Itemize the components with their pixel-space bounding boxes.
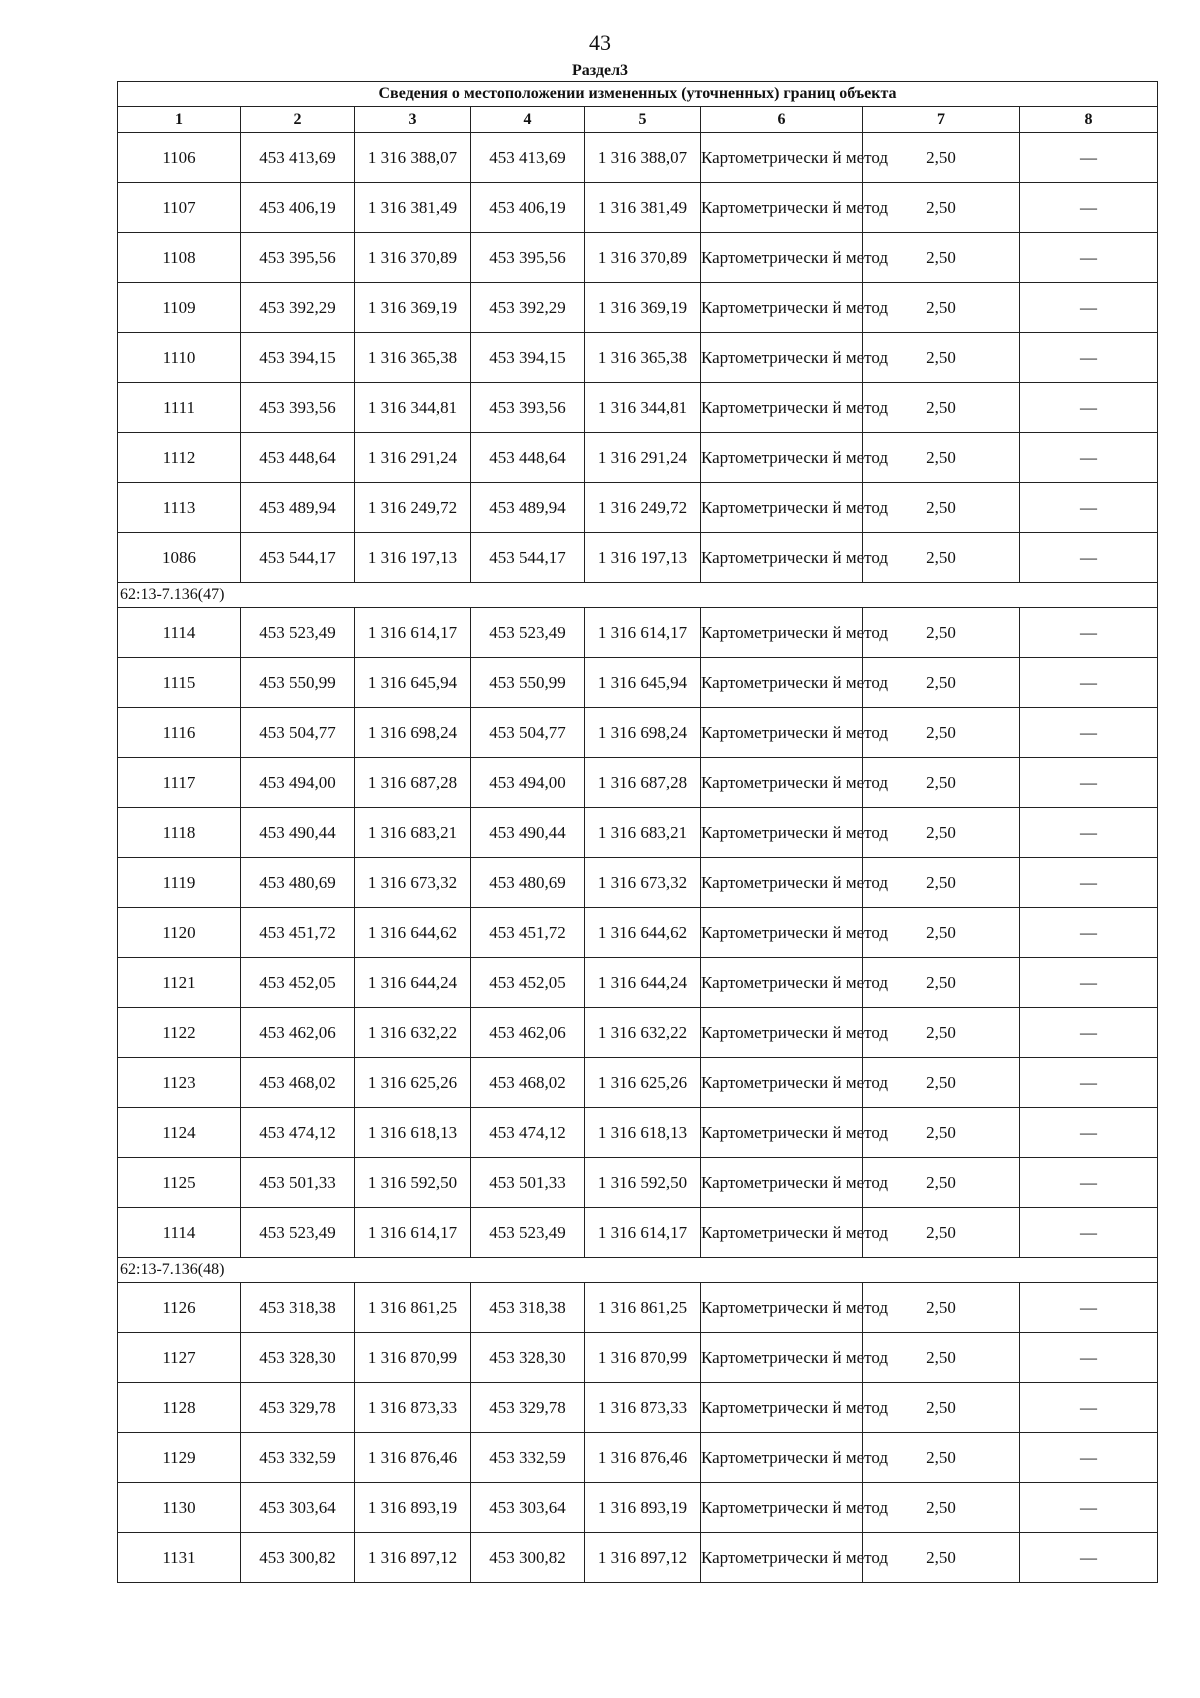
point-number-cell: 1118 [118, 808, 241, 858]
table-row [118, 283, 1158, 333]
point-number-cell: 1122 [118, 1008, 241, 1058]
y-coordinate-cell: 1 316 592,50 [355, 1158, 471, 1208]
x-coordinate-cell: 453 474,12 [471, 1108, 585, 1158]
method-cell: Картометрически й метод [701, 283, 863, 333]
point-number-cell: 1117 [118, 758, 241, 808]
y-coordinate-cell: 1 316 861,25 [585, 1283, 701, 1333]
y-coordinate-cell: 1 316 632,22 [355, 1008, 471, 1058]
x-coordinate-cell: 453 332,59 [471, 1433, 585, 1483]
x-coordinate-cell: 453 395,56 [241, 233, 355, 283]
description-cell: — [1020, 183, 1158, 233]
group-header-row [118, 1258, 1158, 1283]
x-coordinate-cell: 453 550,99 [471, 658, 585, 708]
description-cell: — [1020, 708, 1158, 758]
table-row [118, 608, 1158, 658]
table-body [118, 133, 1158, 1583]
x-coordinate-cell: 453 303,64 [241, 1483, 355, 1533]
accuracy-cell: 2,50 [863, 758, 1020, 808]
x-coordinate-cell: 453 392,29 [471, 283, 585, 333]
x-coordinate-cell: 453 303,64 [471, 1483, 585, 1533]
table-row [118, 1483, 1158, 1533]
description-cell: — [1020, 858, 1158, 908]
y-coordinate-cell: 1 316 870,99 [585, 1333, 701, 1383]
y-coordinate-cell: 1 316 381,49 [585, 183, 701, 233]
y-coordinate-cell: 1 316 197,13 [585, 533, 701, 583]
x-coordinate-cell: 453 501,33 [471, 1158, 585, 1208]
column-number: 1 [118, 107, 241, 133]
method-cell: Картометрически й метод [701, 1433, 863, 1483]
y-coordinate-cell: 1 316 370,89 [585, 233, 701, 283]
y-coordinate-cell: 1 316 870,99 [355, 1333, 471, 1383]
y-coordinate-cell: 1 316 673,32 [355, 858, 471, 908]
table-row [118, 483, 1158, 533]
y-coordinate-cell: 1 316 388,07 [585, 133, 701, 183]
x-coordinate-cell: 453 523,49 [471, 608, 585, 658]
x-coordinate-cell: 453 451,72 [241, 908, 355, 958]
method-cell: Картометрически й метод [701, 333, 863, 383]
method-cell: Картометрически й метод [701, 758, 863, 808]
accuracy-cell: 2,50 [863, 533, 1020, 583]
method-cell: Картометрически й метод [701, 1333, 863, 1383]
table-row [118, 1208, 1158, 1258]
accuracy-cell: 2,50 [863, 1433, 1020, 1483]
table-row [118, 383, 1158, 433]
accuracy-cell: 2,50 [863, 383, 1020, 433]
accuracy-cell: 2,50 [863, 908, 1020, 958]
method-cell: Картометрически й метод [701, 1158, 863, 1208]
x-coordinate-cell: 453 452,05 [241, 958, 355, 1008]
y-coordinate-cell: 1 316 369,19 [585, 283, 701, 333]
table-row [118, 1008, 1158, 1058]
x-coordinate-cell: 453 395,56 [471, 233, 585, 283]
description-cell: — [1020, 758, 1158, 808]
x-coordinate-cell: 453 413,69 [241, 133, 355, 183]
method-cell: Картометрически й метод [701, 233, 863, 283]
accuracy-cell: 2,50 [863, 958, 1020, 1008]
description-cell: — [1020, 608, 1158, 658]
column-number: 6 [701, 107, 863, 133]
y-coordinate-cell: 1 316 897,12 [355, 1533, 471, 1583]
column-number: 2 [241, 107, 355, 133]
x-coordinate-cell: 453 300,82 [241, 1533, 355, 1583]
x-coordinate-cell: 453 392,29 [241, 283, 355, 333]
accuracy-cell: 2,50 [863, 1283, 1020, 1333]
y-coordinate-cell: 1 316 687,28 [355, 758, 471, 808]
method-cell: Картометрически й метод [701, 1283, 863, 1333]
column-number: 7 [863, 107, 1020, 133]
y-coordinate-cell: 1 316 370,89 [355, 233, 471, 283]
point-number-cell: 1119 [118, 858, 241, 908]
x-coordinate-cell: 453 394,15 [241, 333, 355, 383]
description-cell: — [1020, 1208, 1158, 1258]
section-title: Раздел3 [571, 62, 629, 79]
point-number-cell: 1127 [118, 1333, 241, 1383]
table-row [118, 1433, 1158, 1483]
x-coordinate-cell: 453 328,30 [241, 1333, 355, 1383]
x-coordinate-cell: 453 480,69 [471, 858, 585, 908]
method-cell: Картометрически й метод [701, 808, 863, 858]
point-number-cell: 1121 [118, 958, 241, 1008]
x-coordinate-cell: 453 494,00 [471, 758, 585, 808]
x-coordinate-cell: 453 523,49 [471, 1208, 585, 1258]
y-coordinate-cell: 1 316 687,28 [585, 758, 701, 808]
method-cell: Картометрически й метод [701, 1208, 863, 1258]
accuracy-cell: 2,50 [863, 183, 1020, 233]
method-cell: Картометрически й метод [701, 1108, 863, 1158]
x-coordinate-cell: 453 490,44 [241, 808, 355, 858]
point-number-cell: 1120 [118, 908, 241, 958]
y-coordinate-cell: 1 316 683,21 [585, 808, 701, 858]
x-coordinate-cell: 453 451,72 [471, 908, 585, 958]
accuracy-cell: 2,50 [863, 1158, 1020, 1208]
y-coordinate-cell: 1 316 618,13 [355, 1108, 471, 1158]
y-coordinate-cell: 1 316 645,94 [585, 658, 701, 708]
table-row [118, 858, 1158, 908]
y-coordinate-cell: 1 316 698,24 [585, 708, 701, 758]
method-cell: Картометрически й метод [701, 533, 863, 583]
table-row [118, 1533, 1158, 1583]
accuracy-cell: 2,50 [863, 233, 1020, 283]
table-row [118, 1058, 1158, 1108]
method-cell: Картометрически й метод [701, 1483, 863, 1533]
table-row [118, 1383, 1158, 1433]
accuracy-cell: 2,50 [863, 133, 1020, 183]
x-coordinate-cell: 453 406,19 [241, 183, 355, 233]
accuracy-cell: 2,50 [863, 808, 1020, 858]
point-number-cell: 1125 [118, 1158, 241, 1208]
description-cell: — [1020, 1158, 1158, 1208]
method-cell: Картометрически й метод [701, 433, 863, 483]
table-caption: Сведения о местоположении измененных (уточненных) границ объекта [118, 82, 1158, 107]
x-coordinate-cell: 453 393,56 [471, 383, 585, 433]
method-cell: Картометрически й метод [701, 133, 863, 183]
accuracy-cell: 2,50 [863, 708, 1020, 758]
description-cell: — [1020, 283, 1158, 333]
x-coordinate-cell: 453 490,44 [471, 808, 585, 858]
y-coordinate-cell: 1 316 344,81 [585, 383, 701, 433]
description-cell: — [1020, 483, 1158, 533]
group-label: 62:13-7.136(48) [118, 1258, 1158, 1283]
description-cell: — [1020, 1008, 1158, 1058]
y-coordinate-cell: 1 316 893,19 [585, 1483, 701, 1533]
table-row [118, 183, 1158, 233]
method-cell: Картометрически й метод [701, 658, 863, 708]
y-coordinate-cell: 1 316 249,72 [355, 483, 471, 533]
y-coordinate-cell: 1 316 876,46 [585, 1433, 701, 1483]
description-cell: — [1020, 333, 1158, 383]
coordinates-table [117, 81, 1158, 1583]
accuracy-cell: 2,50 [863, 658, 1020, 708]
accuracy-cell: 2,50 [863, 1208, 1020, 1258]
y-coordinate-cell: 1 316 344,81 [355, 383, 471, 433]
y-coordinate-cell: 1 316 365,38 [585, 333, 701, 383]
description-cell: — [1020, 1383, 1158, 1433]
table-row [118, 333, 1158, 383]
y-coordinate-cell: 1 316 673,32 [585, 858, 701, 908]
y-coordinate-cell: 1 316 625,26 [355, 1058, 471, 1108]
accuracy-cell: 2,50 [863, 858, 1020, 908]
description-cell: — [1020, 1483, 1158, 1533]
x-coordinate-cell: 453 523,49 [241, 1208, 355, 1258]
y-coordinate-cell: 1 316 632,22 [585, 1008, 701, 1058]
description-cell: — [1020, 383, 1158, 433]
point-number-cell: 1123 [118, 1058, 241, 1108]
method-cell: Картометрически й метод [701, 908, 863, 958]
x-coordinate-cell: 453 318,38 [471, 1283, 585, 1333]
x-coordinate-cell: 453 494,00 [241, 758, 355, 808]
table-row [118, 808, 1158, 858]
table-row [118, 1158, 1158, 1208]
description-cell: — [1020, 808, 1158, 858]
point-number-cell: 1114 [118, 608, 241, 658]
x-coordinate-cell: 453 474,12 [241, 1108, 355, 1158]
description-cell: — [1020, 1533, 1158, 1583]
y-coordinate-cell: 1 316 618,13 [585, 1108, 701, 1158]
y-coordinate-cell: 1 316 592,50 [585, 1158, 701, 1208]
point-number-cell: 1106 [118, 133, 241, 183]
group-header-row [118, 583, 1158, 608]
method-cell: Картометрически й метод [701, 1008, 863, 1058]
x-coordinate-cell: 453 489,94 [241, 483, 355, 533]
accuracy-cell: 2,50 [863, 1108, 1020, 1158]
x-coordinate-cell: 453 452,05 [471, 958, 585, 1008]
description-cell: — [1020, 533, 1158, 583]
table-row [118, 233, 1158, 283]
x-coordinate-cell: 453 468,02 [471, 1058, 585, 1108]
description-cell: — [1020, 233, 1158, 283]
y-coordinate-cell: 1 316 698,24 [355, 708, 471, 758]
table-row [118, 533, 1158, 583]
x-coordinate-cell: 453 448,64 [471, 433, 585, 483]
x-coordinate-cell: 453 328,30 [471, 1333, 585, 1383]
y-coordinate-cell: 1 316 897,12 [585, 1533, 701, 1583]
y-coordinate-cell: 1 316 861,25 [355, 1283, 471, 1333]
x-coordinate-cell: 453 413,69 [471, 133, 585, 183]
description-cell: — [1020, 658, 1158, 708]
x-coordinate-cell: 453 318,38 [241, 1283, 355, 1333]
point-number-cell: 1114 [118, 1208, 241, 1258]
method-cell: Картометрически й метод [701, 383, 863, 433]
point-number-cell: 1111 [118, 383, 241, 433]
x-coordinate-cell: 453 504,77 [241, 708, 355, 758]
description-cell: — [1020, 1333, 1158, 1383]
x-coordinate-cell: 453 544,17 [471, 533, 585, 583]
method-cell: Картометрически й метод [701, 708, 863, 758]
x-coordinate-cell: 453 462,06 [241, 1008, 355, 1058]
accuracy-cell: 2,50 [863, 1533, 1020, 1583]
description-cell: — [1020, 1283, 1158, 1333]
method-cell: Картометрически й метод [701, 1058, 863, 1108]
column-number: 5 [585, 107, 701, 133]
y-coordinate-cell: 1 316 388,07 [355, 133, 471, 183]
point-number-cell: 1124 [118, 1108, 241, 1158]
accuracy-cell: 2,50 [863, 1058, 1020, 1108]
point-number-cell: 1129 [118, 1433, 241, 1483]
y-coordinate-cell: 1 316 614,17 [355, 608, 471, 658]
y-coordinate-cell: 1 316 873,33 [585, 1383, 701, 1433]
description-cell: — [1020, 133, 1158, 183]
point-number-cell: 1130 [118, 1483, 241, 1533]
x-coordinate-cell: 453 468,02 [241, 1058, 355, 1108]
accuracy-cell: 2,50 [863, 483, 1020, 533]
description-cell: — [1020, 958, 1158, 1008]
y-coordinate-cell: 1 316 197,13 [355, 533, 471, 583]
point-number-cell: 1112 [118, 433, 241, 483]
y-coordinate-cell: 1 316 291,24 [585, 433, 701, 483]
table-row [118, 758, 1158, 808]
x-coordinate-cell: 453 406,19 [471, 183, 585, 233]
y-coordinate-cell: 1 316 893,19 [355, 1483, 471, 1533]
point-number-cell: 1086 [118, 533, 241, 583]
description-cell: — [1020, 1058, 1158, 1108]
x-coordinate-cell: 453 480,69 [241, 858, 355, 908]
y-coordinate-cell: 1 316 249,72 [585, 483, 701, 533]
x-coordinate-cell: 453 462,06 [471, 1008, 585, 1058]
column-number: 8 [1020, 107, 1158, 133]
y-coordinate-cell: 1 316 645,94 [355, 658, 471, 708]
method-cell: Картометрически й метод [701, 1383, 863, 1433]
x-coordinate-cell: 453 501,33 [241, 1158, 355, 1208]
table-row [118, 1333, 1158, 1383]
y-coordinate-cell: 1 316 683,21 [355, 808, 471, 858]
method-cell: Картометрически й метод [701, 958, 863, 1008]
description-cell: — [1020, 1433, 1158, 1483]
method-cell: Картометрически й метод [701, 483, 863, 533]
y-coordinate-cell: 1 316 291,24 [355, 433, 471, 483]
x-coordinate-cell: 453 393,56 [241, 383, 355, 433]
description-cell: — [1020, 908, 1158, 958]
table-row [118, 708, 1158, 758]
y-coordinate-cell: 1 316 381,49 [355, 183, 471, 233]
method-cell: Картометрически й метод [701, 183, 863, 233]
accuracy-cell: 2,50 [863, 333, 1020, 383]
y-coordinate-cell: 1 316 644,24 [585, 958, 701, 1008]
x-coordinate-cell: 453 550,99 [241, 658, 355, 708]
point-number-cell: 1128 [118, 1383, 241, 1433]
column-number: 4 [471, 107, 585, 133]
point-number-cell: 1116 [118, 708, 241, 758]
y-coordinate-cell: 1 316 873,33 [355, 1383, 471, 1433]
table-row [118, 658, 1158, 708]
x-coordinate-cell: 453 329,78 [471, 1383, 585, 1433]
accuracy-cell: 2,50 [863, 1333, 1020, 1383]
y-coordinate-cell: 1 316 644,62 [355, 908, 471, 958]
table-row [118, 1108, 1158, 1158]
accuracy-cell: 2,50 [863, 1383, 1020, 1433]
table-row [118, 433, 1158, 483]
point-number-cell: 1126 [118, 1283, 241, 1333]
y-coordinate-cell: 1 316 369,19 [355, 283, 471, 333]
y-coordinate-cell: 1 316 644,62 [585, 908, 701, 958]
y-coordinate-cell: 1 316 625,26 [585, 1058, 701, 1108]
x-coordinate-cell: 453 504,77 [471, 708, 585, 758]
accuracy-cell: 2,50 [863, 608, 1020, 658]
table-row [118, 908, 1158, 958]
x-coordinate-cell: 453 448,64 [241, 433, 355, 483]
group-label: 62:13-7.136(47) [118, 583, 1158, 608]
method-cell: Картометрически й метод [701, 1533, 863, 1583]
point-number-cell: 1110 [118, 333, 241, 383]
accuracy-cell: 2,50 [863, 283, 1020, 333]
table-row [118, 1283, 1158, 1333]
description-cell: — [1020, 1108, 1158, 1158]
y-coordinate-cell: 1 316 614,17 [355, 1208, 471, 1258]
x-coordinate-cell: 453 332,59 [241, 1433, 355, 1483]
x-coordinate-cell: 453 489,94 [471, 483, 585, 533]
point-number-cell: 1131 [118, 1533, 241, 1583]
point-number-cell: 1109 [118, 283, 241, 333]
point-number-cell: 1108 [118, 233, 241, 283]
description-cell: — [1020, 433, 1158, 483]
page-number: 43 [589, 30, 611, 55]
x-coordinate-cell: 453 394,15 [471, 333, 585, 383]
point-number-cell: 1115 [118, 658, 241, 708]
point-number-cell: 1107 [118, 183, 241, 233]
y-coordinate-cell: 1 316 614,17 [585, 1208, 701, 1258]
accuracy-cell: 2,50 [863, 1008, 1020, 1058]
point-number-cell: 1113 [118, 483, 241, 533]
method-cell: Картометрически й метод [701, 608, 863, 658]
accuracy-cell: 2,50 [863, 433, 1020, 483]
method-cell: Картометрически й метод [701, 858, 863, 908]
y-coordinate-cell: 1 316 644,24 [355, 958, 471, 1008]
column-number: 3 [355, 107, 471, 133]
accuracy-cell: 2,50 [863, 1483, 1020, 1533]
x-coordinate-cell: 453 544,17 [241, 533, 355, 583]
y-coordinate-cell: 1 316 614,17 [585, 608, 701, 658]
x-coordinate-cell: 453 523,49 [241, 608, 355, 658]
y-coordinate-cell: 1 316 876,46 [355, 1433, 471, 1483]
x-coordinate-cell: 453 300,82 [471, 1533, 585, 1583]
table-row [118, 958, 1158, 1008]
x-coordinate-cell: 453 329,78 [241, 1383, 355, 1433]
y-coordinate-cell: 1 316 365,38 [355, 333, 471, 383]
column-number-row [118, 107, 1158, 133]
table-row [118, 133, 1158, 183]
